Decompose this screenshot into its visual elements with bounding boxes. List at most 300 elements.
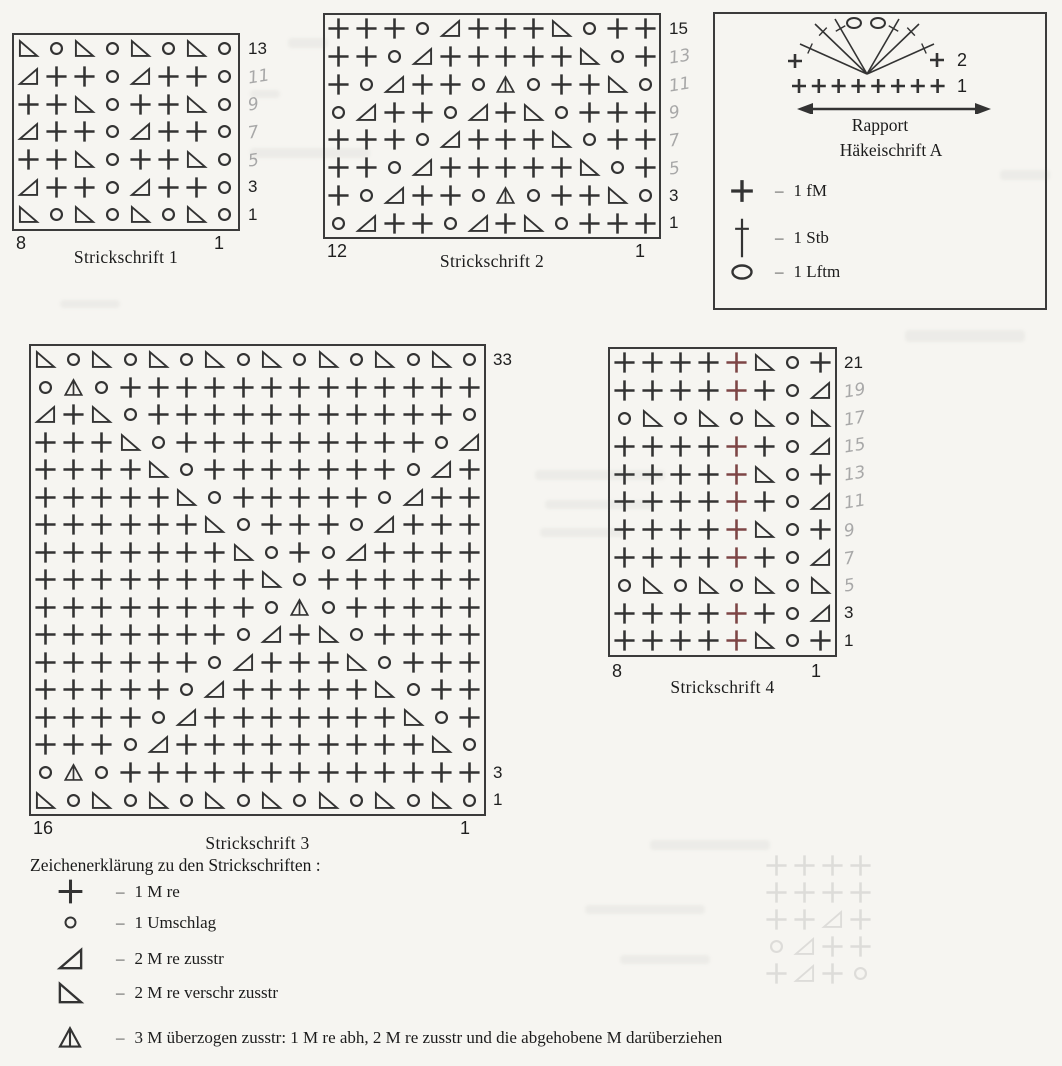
chart-cell bbox=[371, 511, 399, 539]
chart-cell bbox=[638, 627, 666, 655]
knit-plus-icon bbox=[175, 762, 198, 783]
crochet-legend-item bbox=[725, 262, 840, 282]
chart-cell bbox=[201, 649, 229, 677]
knit-plus-icon bbox=[697, 547, 720, 568]
knit-plus-icon bbox=[458, 624, 481, 645]
chart-cell bbox=[229, 676, 257, 704]
zusstr-triangle-icon bbox=[203, 679, 226, 700]
ueberzogen-triangle-icon bbox=[62, 762, 85, 783]
knit-plus-icon bbox=[62, 542, 85, 563]
zusstr-triangle-icon bbox=[809, 547, 832, 568]
chart-cell bbox=[492, 15, 520, 43]
knit-plus-icon bbox=[288, 432, 311, 453]
ueberzogen-triangle-icon bbox=[62, 377, 85, 398]
chart-cell bbox=[229, 649, 257, 677]
chart-cell bbox=[31, 649, 59, 677]
chart-cell bbox=[201, 346, 229, 374]
zusstr-triangle-icon bbox=[17, 177, 40, 198]
chart-cell bbox=[694, 627, 722, 655]
knit-plus-icon bbox=[232, 377, 255, 398]
printed-row-number: 3 bbox=[844, 603, 854, 623]
printed-row-number: 13 bbox=[248, 39, 267, 58]
chart-cell bbox=[610, 349, 638, 377]
knit-plus-icon bbox=[34, 624, 57, 645]
umschlag-circle-icon bbox=[34, 377, 57, 398]
knit-plus-icon bbox=[34, 432, 57, 453]
chart-cell bbox=[126, 201, 154, 229]
chart-cell bbox=[210, 173, 238, 201]
knit-plus-icon bbox=[411, 213, 434, 234]
knit-plus-icon bbox=[129, 94, 152, 115]
chart-row bbox=[31, 346, 484, 374]
umschlag-circle-icon bbox=[213, 38, 236, 59]
chart-cell bbox=[399, 456, 427, 484]
chart-cell bbox=[638, 544, 666, 572]
umschlag-circle-icon bbox=[402, 349, 425, 370]
zusstr-triangle-icon bbox=[821, 909, 844, 930]
knit-plus-icon bbox=[697, 630, 720, 651]
chart-cell bbox=[229, 346, 257, 374]
chart-cell bbox=[286, 484, 314, 512]
chart-cell bbox=[455, 484, 483, 512]
knit-plus-icon bbox=[430, 377, 453, 398]
chart-cell bbox=[31, 704, 59, 732]
chart-cell bbox=[631, 126, 659, 154]
umschlag-circle-icon bbox=[402, 679, 425, 700]
chart-cell bbox=[325, 209, 353, 237]
knit-plus-icon bbox=[232, 734, 255, 755]
handwritten-row-number: 19 bbox=[842, 379, 868, 403]
strickschrift-2-stitch-count-left: 12 bbox=[327, 241, 348, 261]
knit-plus-icon bbox=[578, 213, 601, 234]
umschlag-circle-icon bbox=[373, 487, 396, 508]
chart-cell bbox=[314, 429, 342, 457]
chart-cell bbox=[603, 15, 631, 43]
chart-cell bbox=[229, 429, 257, 457]
knit-plus-icon bbox=[345, 432, 368, 453]
knit-plus-red-icon bbox=[725, 603, 748, 624]
verschr-zusstr-triangle-icon bbox=[578, 157, 601, 178]
crochet-fan-diagram bbox=[715, 14, 1045, 114]
ghost-cell bbox=[762, 906, 790, 933]
verschr-zusstr-triangle-icon bbox=[641, 408, 664, 429]
chart-cell bbox=[154, 146, 182, 174]
umschlag-circle-icon bbox=[101, 38, 124, 59]
chart-cell bbox=[694, 544, 722, 572]
chart-cell bbox=[464, 209, 492, 237]
chart-cell bbox=[70, 35, 98, 63]
zusstr-triangle-icon bbox=[430, 459, 453, 480]
knit-plus-icon bbox=[317, 377, 340, 398]
chart-cell bbox=[666, 599, 694, 627]
knit-plus-icon bbox=[62, 734, 85, 755]
ghost-cell bbox=[762, 852, 790, 879]
umschlag-circle-icon bbox=[101, 66, 124, 87]
chart-row bbox=[610, 544, 835, 572]
verschr-zusstr-triangle-icon bbox=[430, 734, 453, 755]
chart-cell bbox=[116, 511, 144, 539]
knit-plus-icon bbox=[613, 436, 636, 457]
verschr-zusstr-triangle-icon bbox=[90, 404, 113, 425]
knit-plus-icon bbox=[402, 652, 425, 673]
chart-cell bbox=[116, 539, 144, 567]
knit-plus-icon bbox=[753, 603, 776, 624]
knit-plus-icon bbox=[753, 380, 776, 401]
chart-cell bbox=[116, 566, 144, 594]
chart-cell bbox=[201, 704, 229, 732]
printed-row-number: 1 bbox=[669, 213, 679, 233]
knit-plus-icon bbox=[327, 157, 350, 178]
chart-cell bbox=[257, 566, 285, 594]
zusstr-triangle-icon bbox=[793, 936, 816, 957]
chart-cell bbox=[610, 377, 638, 405]
knit-plus-icon bbox=[62, 459, 85, 480]
chart-cell bbox=[144, 429, 172, 457]
chart-cell bbox=[694, 460, 722, 488]
knit-plus-icon bbox=[849, 882, 872, 903]
knit-plus-icon bbox=[430, 597, 453, 618]
chart-cell bbox=[722, 349, 750, 377]
legend-item-text: 1 Lftm bbox=[793, 262, 841, 281]
knit-plus-icon bbox=[411, 185, 434, 206]
umschlag-circle-icon bbox=[101, 121, 124, 142]
verschr-zusstr-triangle-icon bbox=[232, 542, 255, 563]
chart-cell bbox=[807, 377, 835, 405]
knit-plus-icon bbox=[373, 432, 396, 453]
knit-plus-icon bbox=[62, 569, 85, 590]
ghost-cell bbox=[790, 879, 818, 906]
chart-cell bbox=[807, 516, 835, 544]
chart-cell bbox=[399, 484, 427, 512]
umschlag-circle-icon bbox=[430, 432, 453, 453]
knit-plus-icon bbox=[288, 377, 311, 398]
umschlag-circle-icon bbox=[101, 177, 124, 198]
chart-cell bbox=[172, 374, 200, 402]
knit-plus-icon bbox=[355, 18, 378, 39]
printed-row-number: 3 bbox=[493, 762, 503, 782]
knit-plus-icon bbox=[90, 597, 113, 618]
chart-cell bbox=[548, 154, 576, 182]
chart-cell bbox=[750, 488, 778, 516]
verschr-zusstr-triangle-icon bbox=[809, 575, 832, 596]
verschr-zusstr-triangle-icon bbox=[73, 149, 96, 170]
knit-plus-icon bbox=[345, 762, 368, 783]
knit-plus-icon bbox=[345, 404, 368, 425]
umschlag-circle-icon bbox=[232, 514, 255, 535]
chart-cell bbox=[436, 209, 464, 237]
chart-cell bbox=[182, 35, 210, 63]
knit-plus-icon bbox=[467, 46, 490, 67]
knit-plus-red-icon bbox=[725, 464, 748, 485]
chart-cell bbox=[399, 786, 427, 814]
knit-plus-icon bbox=[373, 542, 396, 563]
chart-cell bbox=[59, 456, 87, 484]
chart-cell bbox=[381, 126, 409, 154]
knit-plus-icon bbox=[203, 404, 226, 425]
umschlag-circle-icon bbox=[522, 74, 545, 95]
knit-plus-icon bbox=[402, 597, 425, 618]
knit-plus-icon bbox=[119, 514, 142, 535]
ueberzogen-triangle-icon bbox=[494, 74, 517, 95]
knit-plus-icon bbox=[327, 18, 350, 39]
zusstr-triangle-icon bbox=[458, 432, 481, 453]
knit-plus-icon bbox=[62, 652, 85, 673]
knit-plus-icon bbox=[327, 185, 350, 206]
chart-cell bbox=[144, 786, 172, 814]
chart-cell bbox=[257, 649, 285, 677]
ghost-cell bbox=[846, 852, 874, 879]
chart-cell bbox=[31, 786, 59, 814]
knit-plus-icon bbox=[260, 679, 283, 700]
chart-cell bbox=[427, 484, 455, 512]
knit-plus-icon bbox=[458, 652, 481, 673]
ghost-cell bbox=[846, 879, 874, 906]
chart-cell bbox=[59, 566, 87, 594]
chart-cell bbox=[342, 704, 370, 732]
knit-plus-icon bbox=[550, 46, 573, 67]
chart-cell bbox=[631, 71, 659, 99]
chart-cell bbox=[201, 786, 229, 814]
umschlag-circle-icon bbox=[781, 491, 804, 512]
umschlag-circle-icon bbox=[45, 204, 68, 225]
chart-cell bbox=[229, 374, 257, 402]
knit-plus-icon bbox=[383, 18, 406, 39]
knit-plus-icon bbox=[17, 94, 40, 115]
knit-plus-icon bbox=[578, 185, 601, 206]
chart-cell bbox=[314, 566, 342, 594]
umschlag-circle-icon bbox=[411, 18, 434, 39]
knit-plus-icon bbox=[129, 149, 152, 170]
chart-cell bbox=[70, 90, 98, 118]
chart-cell bbox=[172, 456, 200, 484]
chart-cell bbox=[182, 118, 210, 146]
chart-cell bbox=[455, 401, 483, 429]
chart-cell bbox=[779, 349, 807, 377]
chart-cell bbox=[325, 15, 353, 43]
chart-cell bbox=[342, 759, 370, 787]
chart-cell bbox=[548, 15, 576, 43]
knit-plus-icon bbox=[606, 102, 629, 123]
chart-cell bbox=[427, 731, 455, 759]
chart-cell bbox=[520, 43, 548, 71]
knit-plus-icon bbox=[430, 514, 453, 535]
chart-cell bbox=[59, 539, 87, 567]
ghost-row bbox=[762, 879, 874, 906]
umschlag-circle-icon bbox=[373, 652, 396, 673]
zusstr-triangle-icon bbox=[809, 491, 832, 512]
crochet-row-2-number: 2 bbox=[957, 50, 968, 70]
chart-cell bbox=[381, 15, 409, 43]
umschlag-circle-icon bbox=[213, 121, 236, 142]
chart-cell bbox=[229, 731, 257, 759]
verschr-zusstr-triangle-icon bbox=[73, 94, 96, 115]
verschr-zusstr-triangle-icon bbox=[606, 185, 629, 206]
knit-plus-icon bbox=[458, 377, 481, 398]
chart-row bbox=[31, 649, 484, 677]
verschr-zusstr-triangle-icon bbox=[129, 38, 152, 59]
chart-cell bbox=[342, 676, 370, 704]
chart-cell bbox=[342, 401, 370, 429]
knit-plus-icon bbox=[458, 514, 481, 535]
chart-cell bbox=[408, 126, 436, 154]
knit-plus-icon bbox=[175, 404, 198, 425]
chart-cell bbox=[779, 488, 807, 516]
umschlag-circle-icon bbox=[147, 432, 170, 453]
chart-cell bbox=[492, 98, 520, 126]
knit-plus-red-icon bbox=[725, 547, 748, 568]
knit-plus-icon bbox=[402, 377, 425, 398]
knit-plus-icon bbox=[203, 542, 226, 563]
chart-cell bbox=[14, 90, 42, 118]
knit-plus-icon bbox=[288, 652, 311, 673]
chart-cell bbox=[88, 484, 116, 512]
knit-plus-icon bbox=[383, 213, 406, 234]
knit-plus-icon bbox=[175, 432, 198, 453]
umschlag-circle-icon bbox=[90, 762, 113, 783]
umschlag-circle-icon bbox=[781, 603, 804, 624]
umschlag-circle-icon bbox=[45, 38, 68, 59]
chart-cell bbox=[126, 118, 154, 146]
umschlag-circle-icon bbox=[232, 624, 255, 645]
chart-cell bbox=[342, 511, 370, 539]
chart-cell bbox=[520, 15, 548, 43]
knit-plus-icon bbox=[345, 679, 368, 700]
chart-cell bbox=[631, 43, 659, 71]
verschr-zusstr-triangle-icon bbox=[260, 569, 283, 590]
knit-plus-icon bbox=[697, 519, 720, 540]
knit-plus-icon bbox=[809, 519, 832, 540]
knit-plus-icon bbox=[669, 603, 692, 624]
knit-plus-icon bbox=[90, 624, 113, 645]
chart-cell bbox=[144, 456, 172, 484]
chart-cell bbox=[381, 98, 409, 126]
chart-cell bbox=[666, 349, 694, 377]
knit-plus-icon bbox=[90, 569, 113, 590]
zusstr-triangle-icon bbox=[383, 185, 406, 206]
umschlag-circle-icon bbox=[781, 408, 804, 429]
zusstr-triangle-icon bbox=[373, 514, 396, 535]
legend-dash: – bbox=[116, 912, 125, 932]
umschlag-circle-icon bbox=[383, 46, 406, 67]
chart-cell bbox=[779, 432, 807, 460]
chart-cell bbox=[31, 456, 59, 484]
chart-row bbox=[31, 401, 484, 429]
chart-cell bbox=[750, 377, 778, 405]
umschlag-circle-icon bbox=[175, 349, 198, 370]
ghost-row bbox=[762, 933, 874, 960]
knit-plus-icon bbox=[260, 487, 283, 508]
lftm-oval-icon bbox=[729, 263, 755, 281]
umschlag-circle-icon bbox=[669, 575, 692, 596]
umschlag-circle-icon bbox=[550, 102, 573, 123]
chart-cell bbox=[399, 401, 427, 429]
chart-cell bbox=[342, 374, 370, 402]
printed-row-number: 1 bbox=[248, 205, 258, 225]
verschr-zusstr-triangle-icon bbox=[641, 575, 664, 596]
umschlag-circle-icon bbox=[327, 102, 350, 123]
legend-heading: Zeichenerklärung zu den Strickschriften : bbox=[30, 855, 321, 875]
strickschrift-3-title: Strickschrift 3 bbox=[205, 833, 310, 853]
verschr-zusstr-triangle-icon bbox=[119, 432, 142, 453]
knit-plus-icon bbox=[430, 679, 453, 700]
knit-plus-icon bbox=[147, 624, 170, 645]
chart-cell bbox=[126, 35, 154, 63]
chart-cell bbox=[314, 484, 342, 512]
legend-item-text: 1 fM bbox=[793, 181, 828, 200]
printed-row-number bbox=[493, 566, 527, 594]
haekelschrift-title: Häkeischrift A bbox=[839, 140, 943, 160]
chart-cell bbox=[371, 456, 399, 484]
chart-cell bbox=[548, 209, 576, 237]
verschr-zusstr-triangle-icon bbox=[373, 790, 396, 811]
chart-cell bbox=[314, 346, 342, 374]
verschr-zusstr-triangle-icon bbox=[373, 679, 396, 700]
chart-cell bbox=[126, 90, 154, 118]
knit-plus-icon bbox=[641, 519, 664, 540]
chart-cell bbox=[371, 786, 399, 814]
ghost-cell bbox=[818, 879, 846, 906]
printed-row-number bbox=[493, 704, 527, 732]
verschr-zusstr-triangle-icon bbox=[147, 349, 170, 370]
verschr-zusstr-triangle-icon bbox=[402, 707, 425, 728]
chart-cell bbox=[455, 346, 483, 374]
chart-cell bbox=[408, 209, 436, 237]
chart-cell bbox=[59, 649, 87, 677]
chart-cell bbox=[750, 432, 778, 460]
chart-cell bbox=[548, 126, 576, 154]
knit-plus-icon bbox=[522, 18, 545, 39]
knit-plus-icon bbox=[62, 624, 85, 645]
umschlag-circle-icon bbox=[157, 204, 180, 225]
chart-cell bbox=[31, 346, 59, 374]
chart-cell bbox=[342, 786, 370, 814]
chart-cell bbox=[638, 377, 666, 405]
chart-cell bbox=[154, 201, 182, 229]
knit-plus-icon bbox=[232, 569, 255, 590]
zusstr-triangle-icon bbox=[411, 157, 434, 178]
chart-row bbox=[610, 405, 835, 433]
knit-plus-icon bbox=[345, 377, 368, 398]
zusstr-triangle-icon bbox=[402, 487, 425, 508]
chart-cell bbox=[14, 173, 42, 201]
knit-plus-icon bbox=[550, 74, 573, 95]
chart-cell bbox=[399, 759, 427, 787]
chart-cell bbox=[371, 374, 399, 402]
knit-plus-icon bbox=[147, 542, 170, 563]
chart-cell bbox=[638, 405, 666, 433]
umschlag-circle-icon bbox=[439, 102, 462, 123]
chart-cell bbox=[575, 98, 603, 126]
umschlag-circle-icon bbox=[355, 185, 378, 206]
legend-dash: – bbox=[775, 262, 784, 281]
legend-dash: – bbox=[116, 983, 125, 1002]
umschlag-circle-icon bbox=[213, 177, 236, 198]
umschlag-circle-icon bbox=[467, 74, 490, 95]
chart-row bbox=[325, 209, 659, 237]
knit-plus-icon bbox=[147, 487, 170, 508]
chart-cell bbox=[229, 566, 257, 594]
knit-plus-icon bbox=[260, 707, 283, 728]
chart-cell bbox=[722, 405, 750, 433]
umschlag-circle-icon bbox=[232, 790, 255, 811]
knit-plus-icon bbox=[203, 432, 226, 453]
chart-row bbox=[610, 571, 835, 599]
knit-plus-icon bbox=[821, 963, 844, 984]
knit-plus-icon bbox=[62, 707, 85, 728]
handwritten-row-number: 9 bbox=[246, 94, 261, 116]
knit-plus-icon bbox=[494, 213, 517, 234]
chart-cell bbox=[436, 154, 464, 182]
